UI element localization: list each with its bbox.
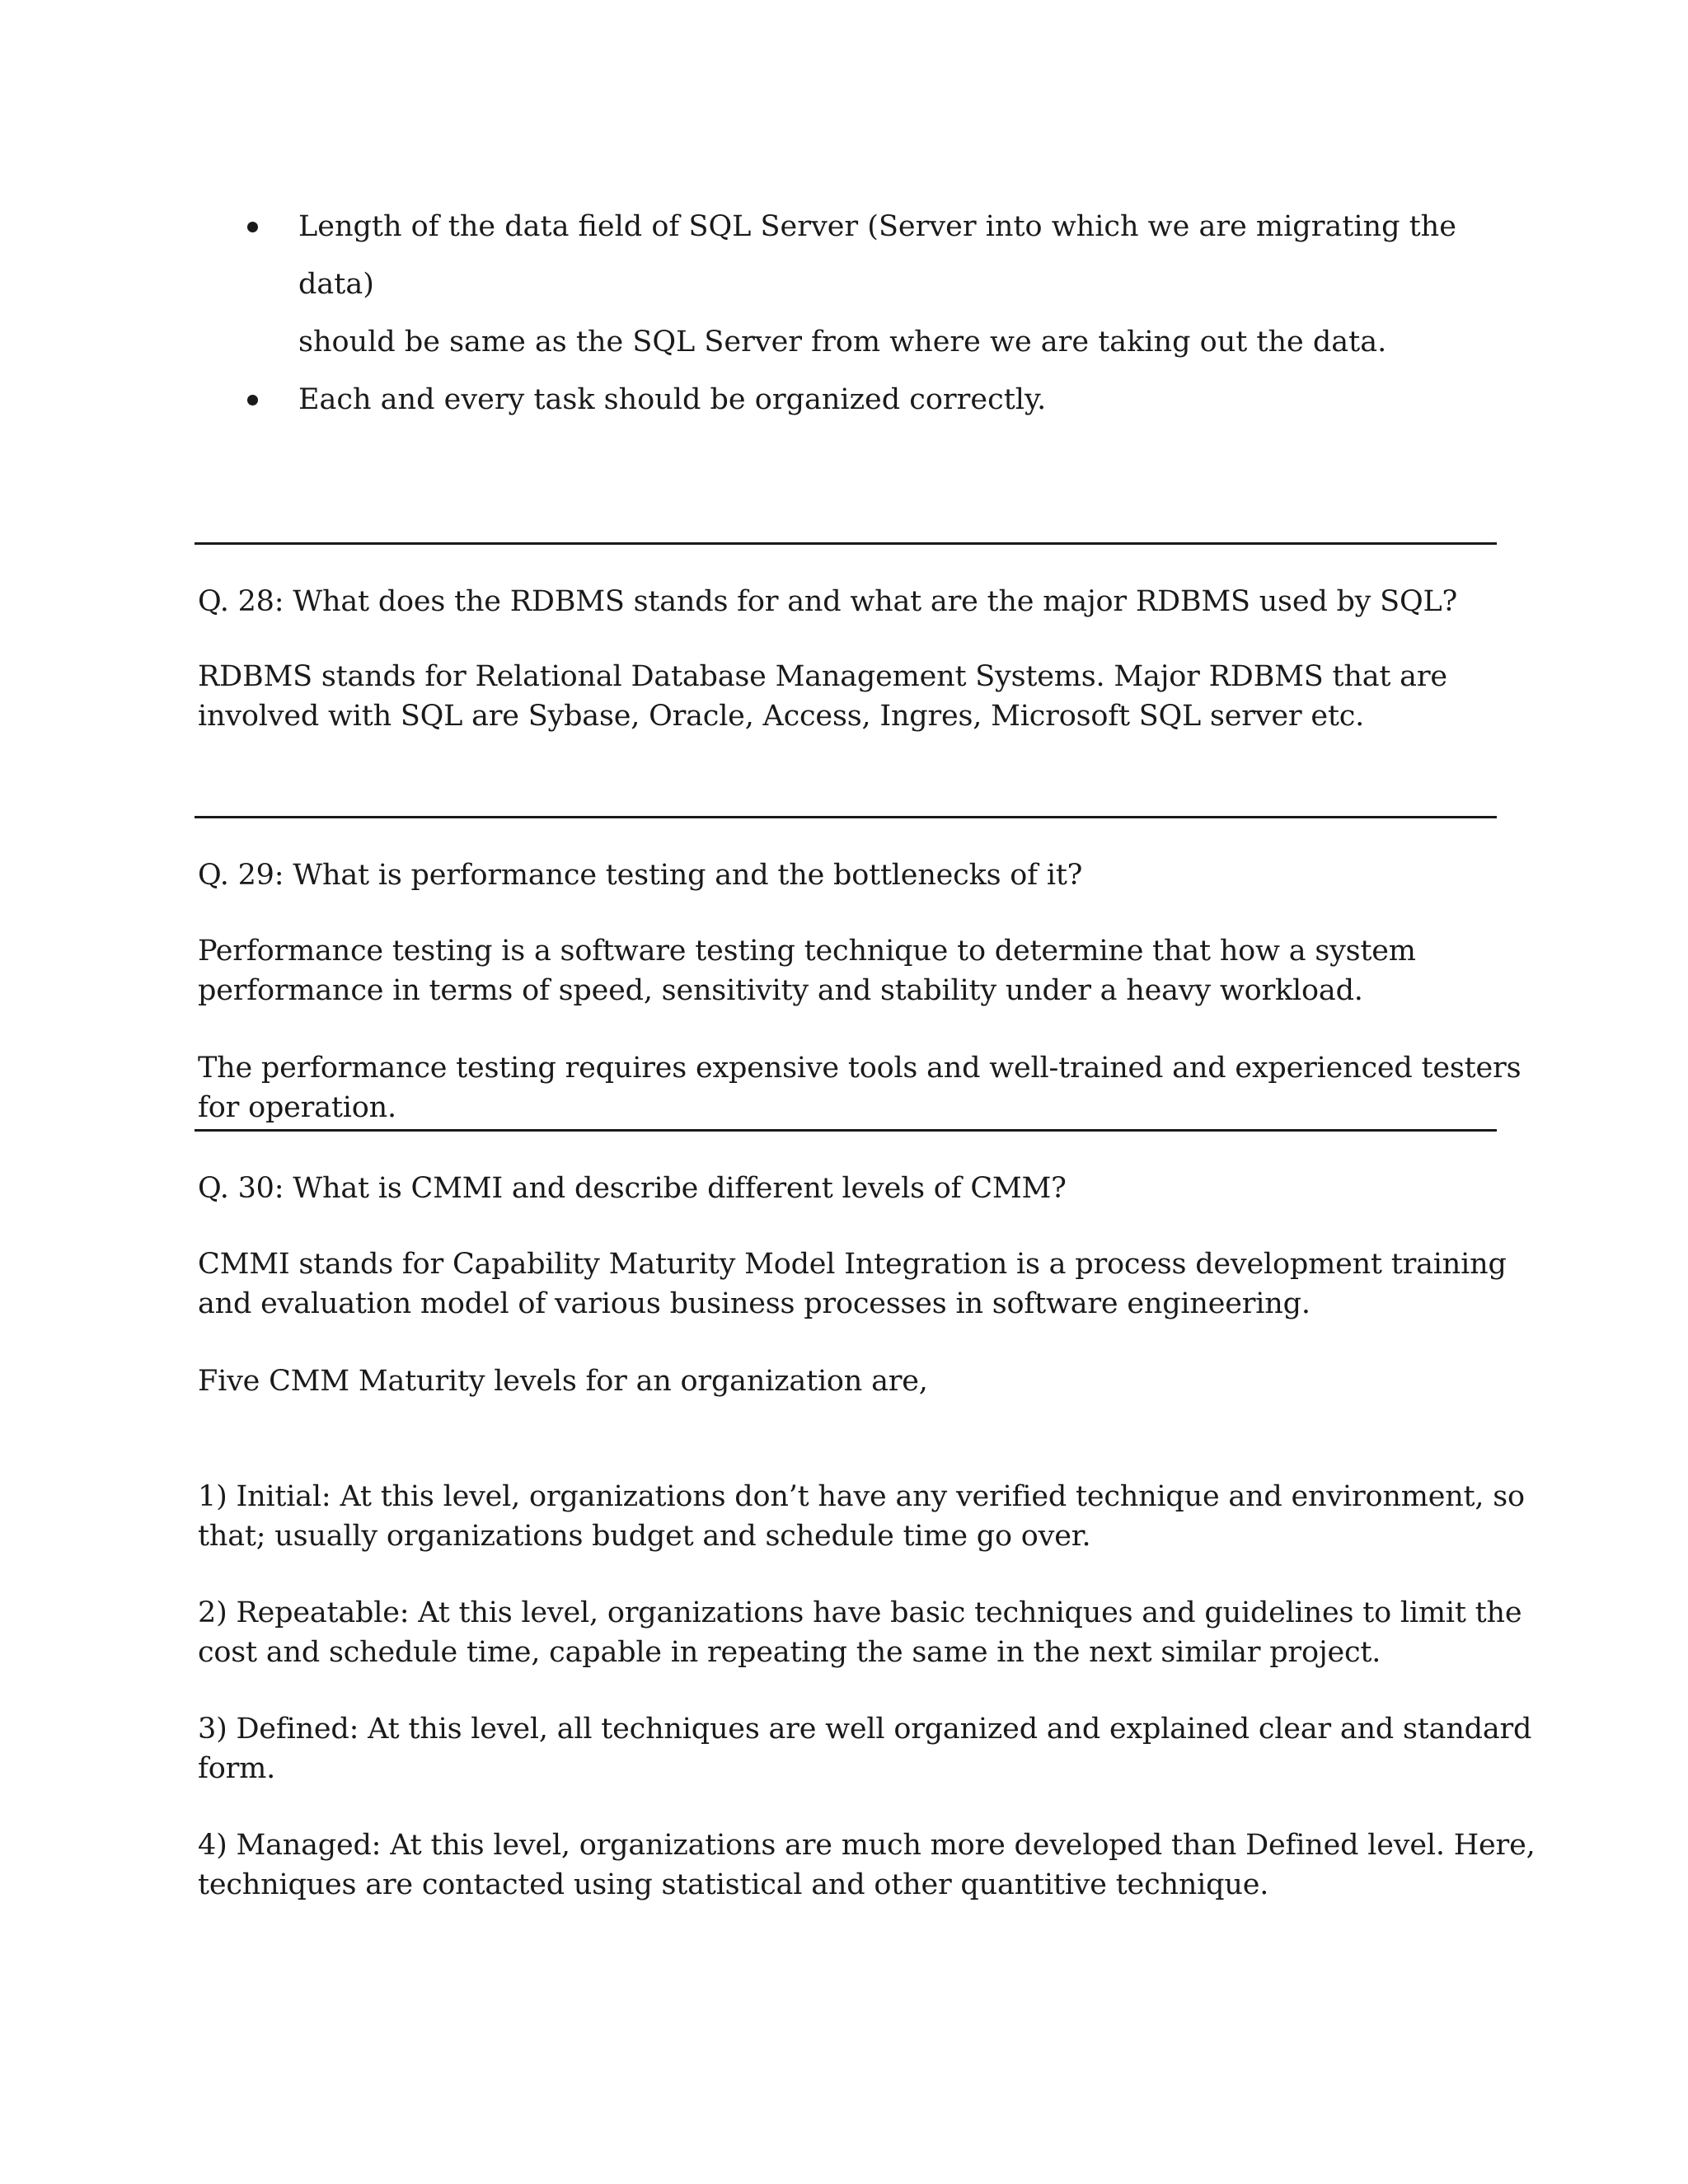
bullet-dot-icon <box>247 395 258 405</box>
answer-28-line: involved with SQL are Sybase, Oracle, Access, Ingres, Microsoft SQL server etc. <box>198 700 1365 733</box>
list-item <box>198 198 1500 371</box>
bullet-dot-icon <box>247 222 258 232</box>
answer-29-line: performance in terms of speed, sensitivity and stability under a heavy workload. <box>198 974 1363 1007</box>
level-item-line: 4) Managed: At this level, organizations are much more developed than Defined level. Here, <box>198 1829 1536 1862</box>
answer-28-line: RDBMS stands for Relational Database Management Systems. Major RDBMS that are <box>198 660 1447 693</box>
level-item-line: cost and schedule time, capable in repeating the same in the next similar project. <box>198 1636 1381 1669</box>
section-divider <box>195 816 1497 818</box>
level-item-line: form. <box>198 1752 276 1785</box>
bullet-text-line: Length of the data field of SQL Server (Server into which we are migrating the data) <box>298 210 1456 301</box>
question-30: Q. 30: What is CMMI and describe different levels of CMM? <box>198 1172 1067 1205</box>
section-divider <box>195 1129 1497 1132</box>
bullet-list <box>198 198 1500 429</box>
section-divider <box>195 542 1497 545</box>
answer-30-line: and evaluation model of various business processes in software engineering. <box>198 1287 1311 1320</box>
list-item <box>198 371 1500 429</box>
answer-29-line: The performance testing requires expensive tools and well-trained and experienced testers <box>198 1052 1522 1085</box>
answer-29-line: for operation. <box>198 1091 396 1124</box>
bullet-text-line: Each and every task should be organized correctly. <box>298 383 1047 416</box>
answer-29-line: Performance testing is a software testing technique to determine that how a system <box>198 935 1416 968</box>
question-29: Q. 29: What is performance testing and the bottlenecks of it? <box>198 859 1083 892</box>
level-item-line: 2) Repeatable: At this level, organizations have basic techniques and guidelines to limit the <box>198 1596 1522 1629</box>
answer-30-line: CMMI stands for Capability Maturity Model Integration is a process development training <box>198 1248 1507 1281</box>
levels-intro: Five CMM Maturity levels for an organization are, <box>198 1365 928 1398</box>
level-item-line: that; usually organizations budget and schedule time go over. <box>198 1520 1091 1553</box>
level-item-line: techniques are contacted using statistical and other quantitive technique. <box>198 1868 1269 1901</box>
level-item-line: 1) Initial: At this level, organizations don’t have any verified technique and environment, so <box>198 1480 1525 1513</box>
question-28: Q. 28: What does the RDBMS stands for and what are the major RDBMS used by SQL? <box>198 585 1458 618</box>
level-item-line: 3) Defined: At this level, all techniques are well organized and explained clear and standard <box>198 1713 1532 1746</box>
bullet-text-line: should be same as the SQL Server from where we are taking out the data. <box>298 326 1387 359</box>
